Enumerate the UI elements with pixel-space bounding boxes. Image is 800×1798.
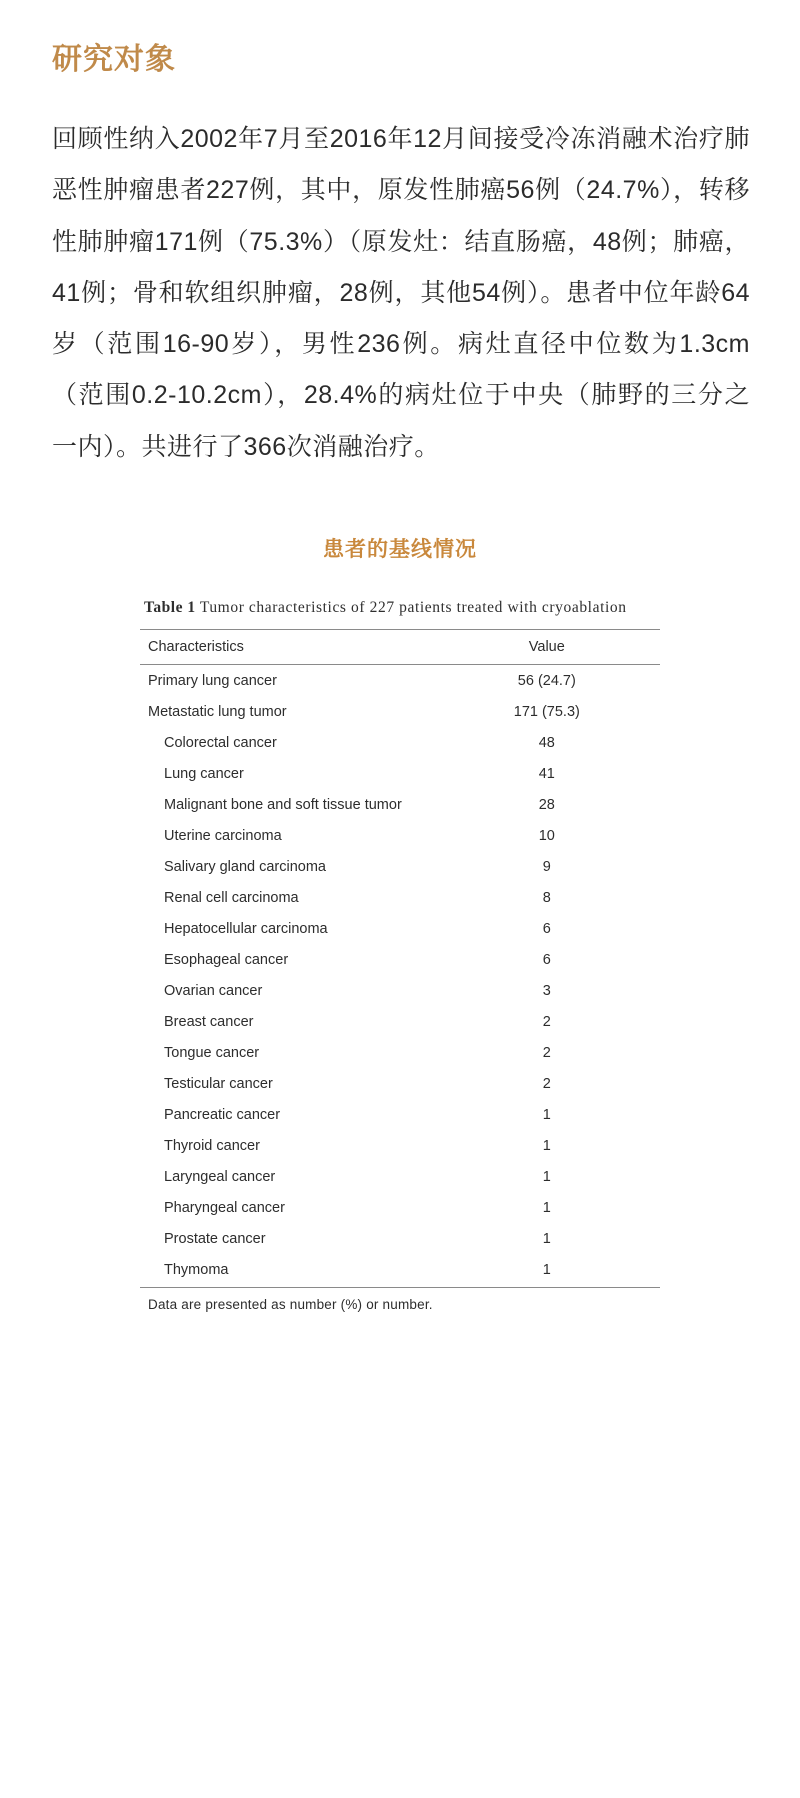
cell-value: 10 xyxy=(538,827,555,844)
cell-value: 56 (24.7) xyxy=(517,672,576,689)
table-body xyxy=(140,665,660,1288)
column-header-characteristics: Characteristics xyxy=(140,630,486,665)
cell-characteristic: Ovarian cancer xyxy=(164,982,263,999)
table-row xyxy=(140,758,660,789)
table-row xyxy=(140,1223,660,1254)
cell-characteristic: Testicular cancer xyxy=(164,1075,273,1092)
cell-value: 6 xyxy=(542,920,551,937)
cell-characteristic: Thyroid cancer xyxy=(164,1137,260,1154)
table-row xyxy=(140,1099,660,1130)
table-row xyxy=(140,1068,660,1099)
table-row xyxy=(140,913,660,944)
table-container xyxy=(140,597,660,1352)
table-title: 患者的基线情况 xyxy=(323,537,477,561)
cell-value: 2 xyxy=(542,1013,551,1030)
cell-value: 1 xyxy=(542,1199,551,1216)
table-row xyxy=(140,975,660,1006)
cell-value: 6 xyxy=(542,951,551,968)
table-row xyxy=(140,882,660,913)
cell-characteristic: Uterine carcinoma xyxy=(164,827,282,844)
cell-characteristic: Thymoma xyxy=(140,1254,486,1287)
cell-characteristic: Renal cell carcinoma xyxy=(164,889,299,906)
cell-characteristic: Pancreatic cancer xyxy=(164,1106,281,1123)
section-paragraph: 回顾性纳入2002年7月至2016年12月间接受冷冻消融术治疗肺恶性肿瘤患者227例，其中，原发性肺癌56例（24.7%），转移性肺肿瘤171例（75.3%）（原发灶：结直肠癌，48例；肺癌，41例；骨和软组织肿瘤，28例，其他54例）。患者中位年龄64岁（范围16-90岁），男性236例。病灶直径中位数为1.3cm（范围0.2-10.2cm），28.4%的病灶位于中央（肺野的三分之一内）。共进行了366次消融治疗。 xyxy=(52,125,750,461)
cell-characteristic: Tongue cancer xyxy=(164,1044,260,1061)
table-head xyxy=(140,630,660,665)
table-caption-label: Table 1 xyxy=(144,598,196,616)
cell-value: 1 xyxy=(542,1230,551,1247)
table-row xyxy=(140,1161,660,1192)
cell-value: 171 (75.3) xyxy=(513,703,580,720)
table-row xyxy=(140,665,660,697)
cell-characteristic: Lung cancer xyxy=(164,765,244,782)
table-row xyxy=(140,1130,660,1161)
cell-characteristic: Laryngeal cancer xyxy=(164,1168,276,1185)
cell-characteristic: Colorectal cancer xyxy=(164,734,277,751)
table-row xyxy=(140,851,660,882)
cell-value: 3 xyxy=(542,982,551,999)
cell-value: 9 xyxy=(542,858,551,875)
cell-value: 48 xyxy=(538,734,555,751)
cell-value: 1 xyxy=(542,1137,551,1154)
table-row xyxy=(140,727,660,758)
cell-value: 1 xyxy=(542,1168,551,1185)
table-row xyxy=(140,944,660,975)
cell-characteristic: Metastatic lung tumor xyxy=(148,703,287,720)
table-row xyxy=(140,789,660,820)
cell-characteristic: Breast cancer xyxy=(164,1013,254,1030)
table-row xyxy=(140,1254,660,1287)
table-row xyxy=(140,820,660,851)
cell-value: 2 xyxy=(542,1044,551,1061)
cell-value: 41 xyxy=(538,765,555,782)
column-header-value: Value xyxy=(486,630,660,665)
table-footnote: Data are presented as number (%) or number. xyxy=(148,1296,433,1312)
cell-value: 8 xyxy=(542,889,551,906)
cell-characteristic: Primary lung cancer xyxy=(148,672,277,689)
cell-characteristic: Salivary gland carcinoma xyxy=(164,858,326,875)
table-caption-text: Tumor characteristics of 227 patients treated with cryoablation xyxy=(199,598,627,616)
cell-characteristic: Pharyngeal cancer xyxy=(164,1199,285,1216)
cell-characteristic: Malignant bone and soft tissue tumor xyxy=(164,796,402,813)
table-row xyxy=(140,1192,660,1223)
table-header-row xyxy=(140,630,660,665)
section-heading: 研究对象 xyxy=(52,43,176,76)
cell-characteristic: Prostate cancer xyxy=(164,1230,266,1247)
cell-characteristic: Esophageal cancer xyxy=(164,951,289,968)
table-caption xyxy=(140,597,660,629)
table-row xyxy=(140,696,660,727)
table-row xyxy=(140,1006,660,1037)
cell-value: 1 xyxy=(486,1254,660,1287)
tumor-characteristics-table xyxy=(140,629,660,1288)
cell-characteristic: Hepatocellular carcinoma xyxy=(164,920,328,937)
cell-value: 28 xyxy=(538,796,555,813)
table-row xyxy=(140,1037,660,1068)
cell-value: 2 xyxy=(542,1075,551,1092)
cell-value: 1 xyxy=(542,1106,551,1123)
